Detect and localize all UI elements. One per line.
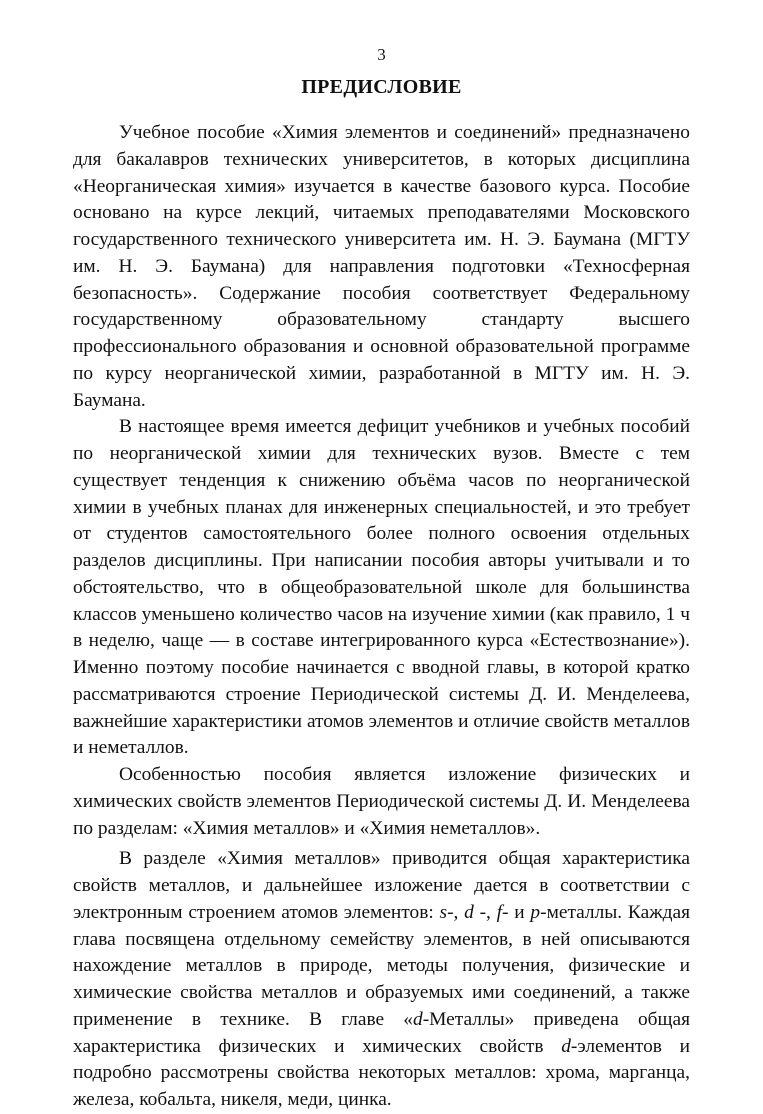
paragraph-4-text-3: -Металлы» приведена общая характеристика физических и химических свойств bbox=[73, 1008, 690, 1057]
d-label-3: d bbox=[561, 1035, 571, 1057]
d-label: d bbox=[464, 901, 474, 923]
d-label-2: d bbox=[412, 1008, 423, 1030]
paragraph-1: Учебное пособие «Химия элементов и соединений» предназначено для бакалавров технических университетов, в которых дисциплина «Неорганическая химия» изучается в качестве базового курса. Пособие основано на курсе лекций, читаемых преподавателями Московского государственного технического университета им. Н. Э. Баумана (МГТУ им. Н. Э. Баумана) для направления подготовки «Техносферная безопасность». Содержание пособия соответствует Федеральному государственному образовательному стандарту высшего профессионального образования и основной образовательной программе по курсу неорганической химии, разработанной в МГТУ им. Н. Э. Баумана. bbox=[73, 122, 690, 411]
document-body bbox=[73, 120, 690, 1114]
paragraph-2: В настоящее время имеется дефицит учебников и учебных пособий по неорганической химии для технических вузов. Вместе с тем существует тенденция к снижению объёма часов по неорганической химии в учебных планах для инженерных специальностей, и это требует от студентов самостоятельного более полного освоения отдельных разделов дисциплины. При написании пособия авторы учитывали и то обстоятельство, что в общеобразовательной школе для большинства классов уменьшено количество часов на изучение химии (как правило, 1 ч в неделю, чаще — в составе интегрированного курса «Естествознание»). Именно поэтому пособие начинается с вводной главы, в которой кратко рассматриваются строение Периодической системы Д. И. Менделеева, важнейшие характеристики атомов элементов и отличие свойств металлов и неметаллов. bbox=[73, 416, 690, 759]
f-label: f bbox=[496, 901, 503, 923]
separator-2: -, bbox=[473, 901, 497, 923]
page-number: 3 bbox=[377, 45, 386, 64]
page-title: ПРЕДИСЛОВИЕ bbox=[301, 76, 462, 98]
paragraph-4-text-4: -элементов и подробно рассмотрены свойства некоторых металлов: хрома, марганца, железа, кобальта, никеля, меди, цинка. bbox=[73, 1035, 690, 1110]
document-page bbox=[73, 44, 690, 1114]
separator-3: - и bbox=[502, 901, 531, 923]
p-label: p bbox=[530, 901, 541, 923]
paragraph-4-text-1: В разделе «Химия металлов» приводится общая характеристика свойств металлов, и дальнейшее изложение дается в соответствии с электронным строением атомов элементов: bbox=[73, 848, 690, 923]
s-label: s bbox=[439, 901, 448, 923]
paragraph-3: Особенностью пособия является изложение физических и химических свойств элементов Периодической системы Д. И. Менделеева по разделам: «Химия металлов» и «Химия неметаллов». bbox=[73, 764, 690, 839]
separator-1: -, bbox=[447, 901, 465, 923]
paragraph-4-text-2: -металлы. Каждая глава посвящена отдельному семейству элементов, в ней описываются нахождение металлов в природе, методы получения, физические и химические свойства металлов и образуемых ими соединений, а также применение в технике. В главе « bbox=[73, 901, 690, 1030]
paragraph-4 bbox=[73, 846, 690, 1114]
